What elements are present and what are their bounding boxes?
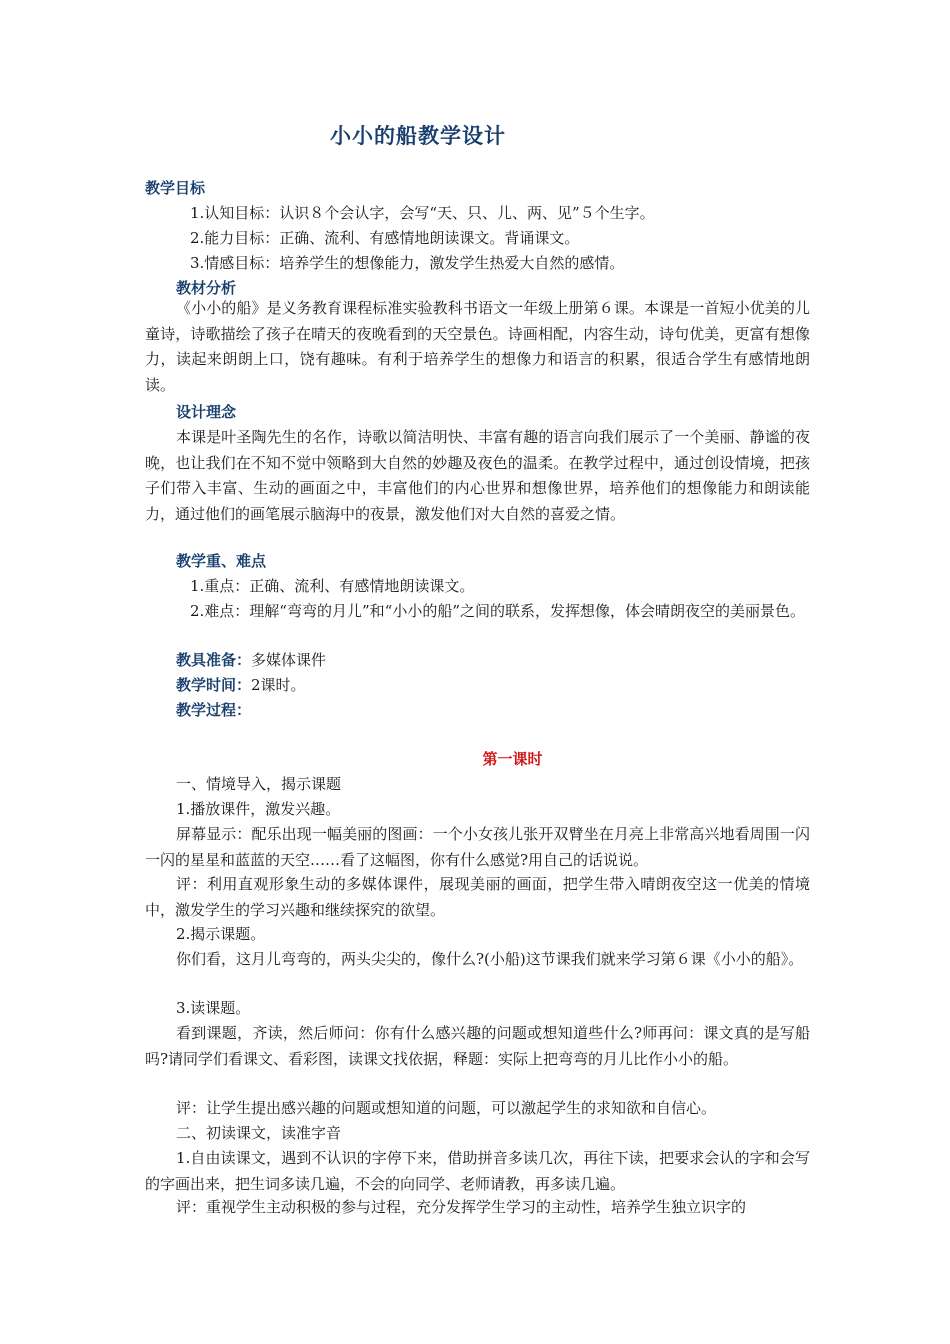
key-points-heading: 教学重、难点: [176, 552, 267, 570]
lesson-paragraph: 2.揭示课题。: [176, 925, 266, 943]
lesson-paragraph: 1.自由读课文，遇到不认识的字停下来，借助拼音多读几次，再往下读，把要求会认的字和会写的字画出来，把生词多读几遍，不会的向同学、老师请教，再多读几遍。: [145, 1149, 810, 1193]
time-value: 2课时。: [251, 676, 306, 694]
concept-paragraph: 本课是叶圣陶先生的名作，诗歌以简洁明快、丰富有趣的语言向我们展示了一个美丽、静谧的夜晚，也让我们在不知不觉中领略到大自然的妙趣及夜色的温柔。在教学过程中，通过创设情境，把孩子们带入丰富、生动的画面之中，丰富他们的内心世界和想像世界，培养他们的想像能力和朗读能力，通过他们的画笔展示脑海中的夜景，激发他们对大自然的喜爱之情。: [145, 428, 810, 523]
lesson-paragraph: 评：利用直观形象生动的多媒体课件，展现美丽的画面，把学生带入晴朗夜空这一优美的情境中，激发学生的学习兴趣和继续探究的欲望。: [145, 875, 810, 919]
lesson-paragraph: 屏幕显示：配乐出现一幅美丽的图画：一个小女孩儿张开双臂坐在月亮上非常高兴地看周围一闪一闪的星星和蓝蓝的天空……看了这幅图，你有什么感觉?用自己的话说说。: [145, 825, 810, 869]
key-point-item: 2.难点：理解“弯弯的月儿”和“小小的船”之间的联系，发挥想像，体会晴朗夜空的美丽景色。: [190, 602, 805, 620]
key-point-item: 1.重点：正确、流利、有感情地朗读课文。: [190, 577, 475, 595]
process-label: 教学过程：: [176, 701, 252, 719]
lesson1-heading: 第一课时: [482, 750, 543, 768]
lesson-paragraph: 评：重视学生主动积极的参与过程，充分发挥学生学习的主动性，培养学生独立识字的: [176, 1198, 747, 1216]
goal-item: 2.能力目标：正确、流利、有感情地朗读课文。背诵课文。: [190, 229, 580, 247]
tools-label: 教具准备：: [176, 651, 252, 669]
document-title: 小小的船教学设计: [330, 123, 506, 148]
tools-value: 多媒体课件: [251, 651, 327, 669]
time-label: 教学时间：: [176, 676, 252, 694]
lesson-paragraph: 评：让学生提出感兴趣的问题或想知道的问题，可以激起学生的求知欲和自信心。: [176, 1099, 717, 1117]
tools-line: [176, 648, 841, 674]
lesson-paragraph: 二、初读课文，读准字音: [176, 1124, 342, 1142]
concept-heading: 设计理念: [176, 403, 237, 421]
time-line: [176, 673, 841, 699]
lesson-paragraph: 一、情境导入，揭示课题: [176, 775, 342, 793]
analysis-paragraph: 《小小的船》是义务教育课程标准实验教科书语文一年级上册第６课。本课是一首短小优美的儿童诗，诗歌描绘了孩子在晴天的夜晚看到的天空景色。诗画相配，内容生动，诗句优美，更富有想像力，读起来朗朗上口，饶有趣味。有利于培养学生的想像力和语言的积累，很适合学生有感情地朗读。: [145, 299, 810, 394]
goal-item: 1.认知目标：认识８个会认字，会写“天、只、儿、两、见”５个生字。: [190, 204, 655, 222]
goal-item: 3.情感目标：培养学生的想像能力，激发学生热爱大自然的感情。: [190, 254, 625, 272]
lesson-paragraph: 看到课题，齐读，然后师问：你有什么感兴趣的问题或想知道些什么?师再问：课文真的是写船吗?请同学们看课文、看彩图，读课文找依据，释题：实际上把弯弯的月儿比作小小的船。: [145, 1024, 810, 1068]
goals-heading: 教学目标: [145, 179, 206, 197]
lesson-paragraph: 3.读课题。: [176, 999, 251, 1017]
lesson-paragraph: 你们看，这月儿弯弯的，两头尖尖的，像什么?(小船)这节课我们就来学习第６课《小小的船》。: [176, 950, 804, 968]
lesson-paragraph: 1.播放课件，激发兴趣。: [176, 800, 341, 818]
analysis-heading: 教材分析: [176, 279, 237, 297]
